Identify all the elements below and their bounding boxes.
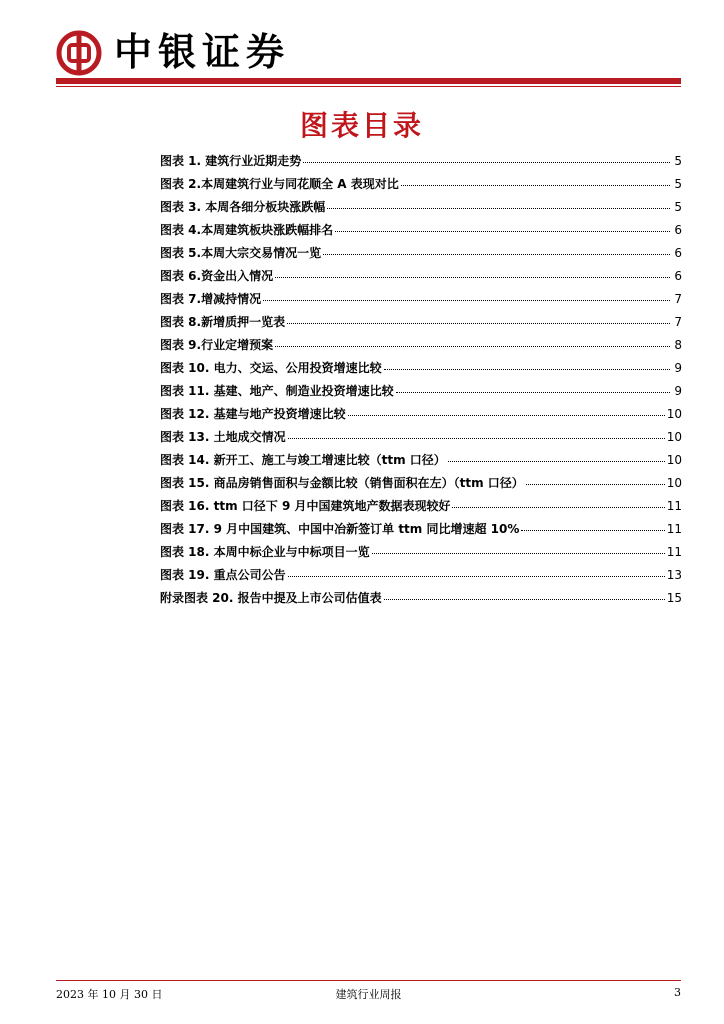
toc-entry-page: 10 [666,430,682,444]
toc-entry[interactable] [160,336,682,359]
toc-entry[interactable] [160,543,682,566]
toc-leader-dots [384,369,670,370]
toc-entry-label: 图表 16. ttm 口径下 9 月中国建筑地产数据表现较好 [160,499,451,513]
header-rule-thin [56,86,681,87]
footer-rule [56,980,681,981]
toc-entry[interactable] [160,474,682,497]
footer-page-number: 3 [674,986,681,999]
toc-leader-dots [275,277,670,278]
toc-entry[interactable] [160,152,682,175]
toc-entry-label: 图表 11. 基建、地产、制造业投资增速比较 [160,384,394,398]
page-footer [56,986,681,1002]
toc-entry-label: 图表 6.资金出入情况 [160,269,274,283]
toc-entry[interactable] [160,520,682,543]
toc-entry-label: 图表 13. 土地成交情况 [160,430,286,444]
toc-entry-label: 图表 15. 商品房销售面积与金额比较（销售面积在左）（ttm 口径） [160,476,524,490]
toc-entry-label: 附录图表 20. 报告中提及上市公司估值表 [160,591,382,605]
toc-entry-label: 图表 8.新增质押一览表 [160,315,286,329]
toc-entry-page: 15 [666,591,682,605]
toc-entry-label: 图表 17. 9 月中国建筑、中国中冶新签订单 ttm 同比增速超 10% [160,522,520,536]
toc-entry-page: 6 [674,223,682,237]
toc-entry-page: 11 [666,545,682,559]
toc-entry-label: 图表 5.本周大宗交易情况一览 [160,246,322,260]
toc-entry[interactable] [160,428,682,451]
toc-entry[interactable] [160,359,682,382]
toc-entry[interactable] [160,175,682,198]
toc-entry-page: 9 [674,384,682,398]
toc-leader-dots [327,208,670,209]
toc-entry[interactable] [160,313,682,336]
toc-entry[interactable] [160,589,682,612]
toc-entry-page: 5 [674,154,682,168]
toc-entry-label: 图表 4.本周建筑板块涨跌幅排名 [160,223,334,237]
toc-entry-page: 11 [666,499,682,513]
toc-entry-page: 11 [666,522,682,536]
toc-entry[interactable] [160,382,682,405]
toc-leader-dots [348,415,665,416]
toc-entry-page: 6 [674,269,682,283]
toc-entry-page: 9 [674,361,682,375]
toc-entry[interactable] [160,221,682,244]
toc-entry[interactable] [160,566,682,589]
toc-entry-page: 5 [674,200,682,214]
toc-entry[interactable] [160,267,682,290]
toc-leader-dots [263,300,670,301]
toc-leader-dots [287,323,670,324]
page-title: 图表目录 [299,109,424,142]
toc-entry[interactable] [160,405,682,428]
toc-entry-page: 6 [674,246,682,260]
toc-entry-label: 图表 10. 电力、交运、公用投资增速比较 [160,361,382,375]
toc-entry-label: 图表 7.增减持情况 [160,292,262,306]
brand-name: 中银证券 [114,30,291,74]
toc-entry-label: 图表 19. 重点公司公告 [160,568,286,582]
toc-entry[interactable] [160,244,682,267]
toc-leader-dots [303,162,670,163]
toc-entry-label: 图表 9.行业定增预案 [160,338,274,352]
toc-leader-dots [288,576,665,577]
toc-entry-label: 图表 2.本周建筑行业与同花顺全 A 表现对比 [160,177,399,191]
toc-entry-label: 图表 18. 本周中标企业与中标项目一览 [160,545,370,559]
toc-entry-page: 7 [674,292,682,306]
toc-leader-dots [401,185,670,186]
toc-leader-dots [526,484,665,485]
toc-leader-dots [335,231,670,232]
toc-leader-dots [521,530,664,531]
toc-leader-dots [396,392,670,393]
toc-entry-label: 图表 3. 本周各细分板块涨跌幅 [160,200,326,214]
toc-entry-page: 8 [674,338,682,352]
toc-entry[interactable] [160,198,682,221]
toc-entry-label: 图表 1. 建筑行业近期走势 [160,154,302,168]
toc-leader-dots [384,599,665,600]
toc-entry[interactable] [160,451,682,474]
toc-leader-dots [323,254,670,255]
toc-entry-page: 13 [666,568,682,582]
toc-leader-dots [288,438,665,439]
footer-date: 2023 年 10 月 30 日 [56,988,163,1001]
header-rule [56,78,681,84]
toc-entry-label: 图表 12. 基建与地产投资增速比较 [160,407,346,421]
toc-entry-label: 图表 14. 新开工、施工与竣工增速比较（ttm 口径） [160,453,446,467]
toc-entry[interactable] [160,497,682,520]
toc-entry-page: 10 [666,476,682,490]
bank-of-china-logo-icon [56,30,102,76]
toc-leader-dots [275,346,670,347]
page-header [56,24,681,84]
toc-entry-page: 10 [666,407,682,421]
toc-entry[interactable] [160,290,682,313]
toc-entry-page: 10 [666,453,682,467]
toc-leader-dots [448,461,665,462]
toc-entry-page: 5 [674,177,682,191]
toc-leader-dots [372,553,665,554]
toc-leader-dots [452,507,664,508]
table-of-figures [160,152,682,612]
footer-report-name: 建筑行业周报 [335,988,402,1001]
toc-entry-page: 7 [674,315,682,329]
